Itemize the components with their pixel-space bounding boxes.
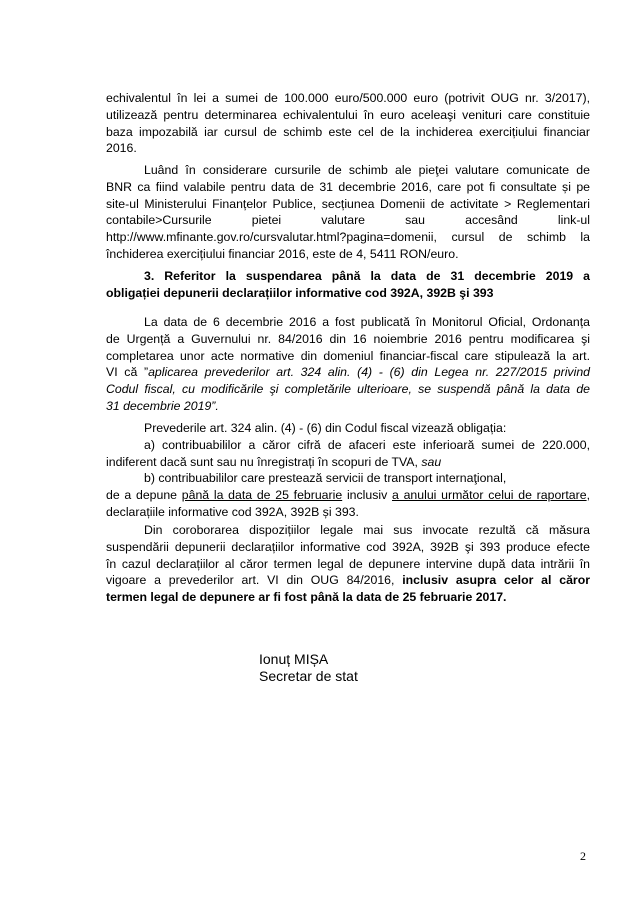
underlined-reporting-year: a anului următor celui de raportare	[392, 488, 587, 503]
paragraph-continuation	[106, 90, 590, 157]
heading-line: obligației depunerii declarațiilor informative cod 392A, 392B şi 393	[106, 285, 494, 300]
paragraph-obligations	[106, 420, 590, 521]
text-line: site-ul Ministerului Finanțelor Publice, secțiunea Domenii de activitate > Reglementari	[106, 196, 590, 211]
text-line-bold: termen legal de depunere ar fi fost până la data de 25 februarie 2017.	[106, 590, 507, 605]
list-item-a: a) contribuabililor a căror cifră de afaceri este inferioară sumei de 220.000,	[144, 437, 590, 452]
text-line: 2016.	[106, 141, 137, 156]
text-run: indiferent dacă sunt sau nu înregistrați în scopuri de TVA,	[106, 454, 422, 469]
text-line: închiderea exercițiului financiar 2016, este de 4, 5411 RON/euro.	[106, 246, 459, 261]
heading-line: 3. Referitor la suspendarea până la data de 31 decembrie 2019 a	[144, 269, 590, 283]
quoted-text-line: Codul fiscal, cu modificările şi completările ulterioare, se suspendă până la data de	[106, 382, 590, 397]
quoted-text-line: 31 decembrie 2019”.	[106, 398, 219, 413]
text-run-italic: sau	[421, 454, 442, 469]
paragraph-conclusion	[106, 522, 590, 606]
text-line: La data de 6 decembrie 2016 a fost publicată în Monitorul Oficial, Ordonanța	[144, 315, 590, 329]
text-run: de a depune	[106, 488, 182, 503]
text-line: BNR ca fiind valabile pentru data de 31 decembrie 2016, care pot fi consultate și pe	[106, 179, 590, 194]
text-line: utilizează pentru determinarea echivalentului în euro aceleaşi venituri care constituie	[106, 107, 590, 122]
text-run-bold: inclusiv asupra celor al căror	[402, 573, 591, 588]
text-line: de Urgență a Guvernului nr. 84/2016 din 16 noiembrie 2016 pentru modificarea şi	[106, 331, 590, 346]
paragraph-ordinance	[106, 314, 590, 415]
text-line	[106, 454, 590, 471]
text-line: echivalentul în lei a sumei de 100.000 euro/500.000 euro (potrivit OUG nr. 3/2017),	[106, 91, 590, 105]
text-line: declarațiile informative cod 392A, 392B și 393.	[106, 504, 359, 519]
list-item-b: b) contribuabililor care prestează servicii de transport internaţional,	[144, 471, 507, 486]
text-line	[106, 487, 590, 504]
signatory-name: Ionuț MIȘA	[259, 651, 329, 667]
mfinante-link-line[interactable]: http://www.mfinante.gov.ro/cursvalutar.html?pagina=domenii, cursul de schimb la	[106, 230, 590, 245]
text-line: în cazul declarațiilor al căror termen legal de depunere intervine după data intrării în	[106, 556, 590, 571]
quoted-text: aplicarea prevederilor art. 324 alin. (4) - (6) din Legea nr. 227/2015 privind	[148, 365, 590, 380]
text-line: Luând în considerare cursurile de schimb ale pieţei valutare comunicate de	[144, 163, 590, 177]
paragraph-exchange-rate	[106, 162, 590, 263]
text-line: completarea unor acte normative din domeniul financiar-fiscal care stipulează la art.	[106, 348, 590, 363]
section-heading-3	[106, 268, 590, 302]
text-line: baza impozabilă iar cursul de schimb este cel de la inchiderea exercițiului financiar	[106, 124, 590, 139]
text-line	[106, 364, 590, 381]
page-number: 2	[580, 849, 586, 863]
text-line: contabile>Cursurile pietei valutare sau accesând link-ul	[106, 213, 590, 228]
text-run: VI că ”	[106, 365, 149, 380]
text-line: suspendării depunerii declarațiilor informative cod 392A, 392B şi 393 produce efecte	[106, 539, 590, 554]
text-run: ,	[586, 488, 590, 503]
signatory-title: Secretar de stat	[259, 668, 358, 684]
text-line	[106, 572, 590, 589]
text-line: Prevederile art. 324 alin. (4) - (6) din Codul fiscal vizează obligația:	[144, 421, 507, 435]
text-run: inclusiv	[342, 488, 392, 503]
text-run: vigoare a prevederilor art. VI din OUG 84/2016,	[106, 573, 403, 588]
text-line: Din coroborarea dispozițiilor legale mai sus invocate rezultă că măsura	[144, 523, 590, 537]
underlined-deadline: până la data de 25 februarie	[181, 488, 343, 503]
